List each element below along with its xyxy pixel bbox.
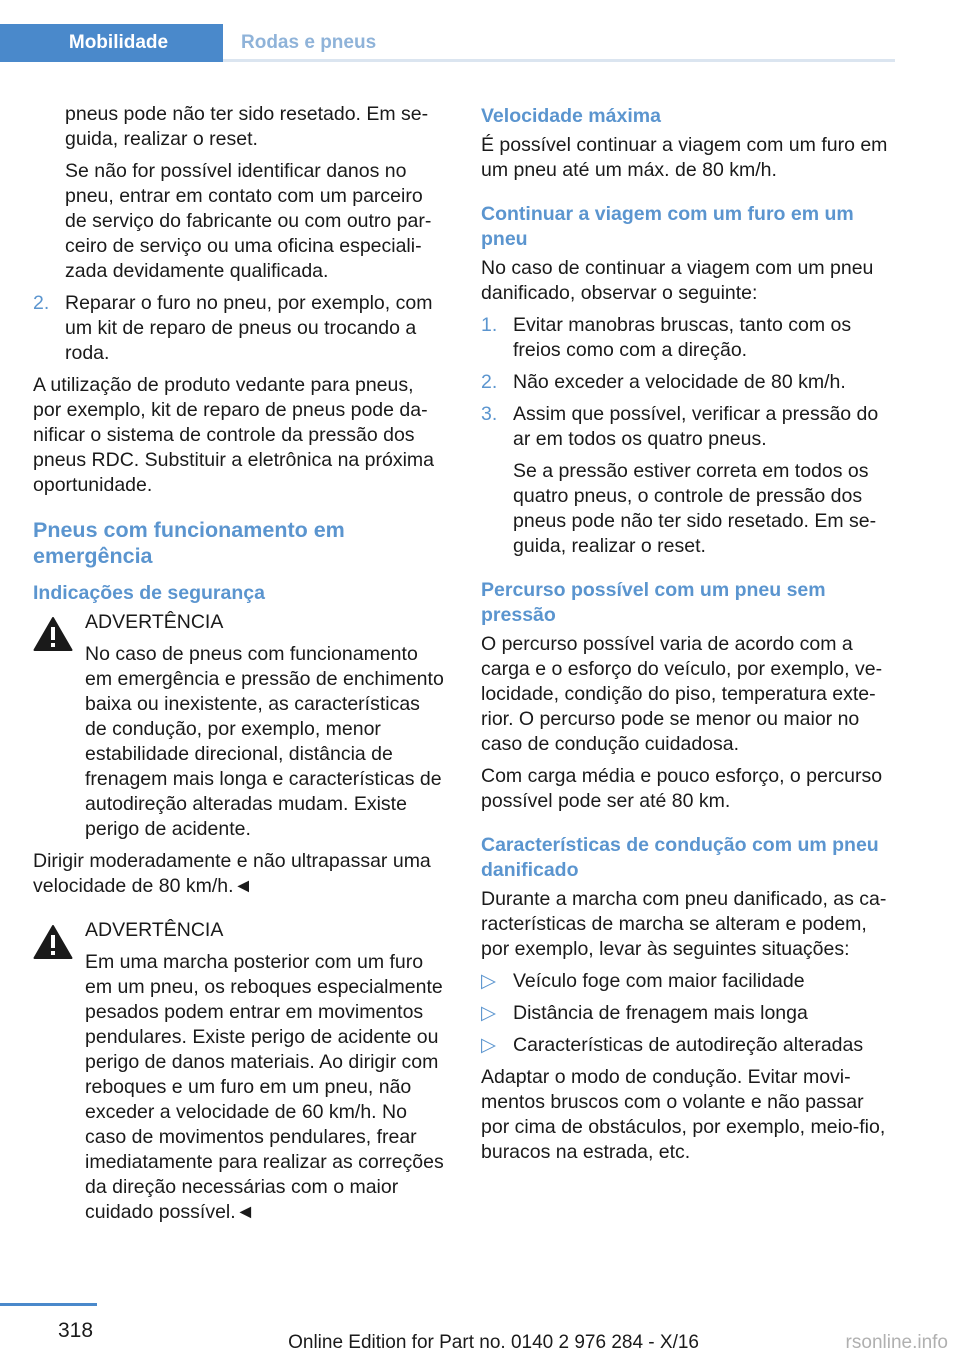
list-number: 1. [481, 314, 498, 336]
paragraph: Durante a marcha com pneu danificado, as características de marcha se alteram e podem, por exemplo, levar às seguintes situações: [481, 888, 887, 960]
warning-text: No caso de pneus com funcionamento em emergência e pressão de enchimento baixa ou inexistente, as características de condução, por exemplo, menor estabilidade direcional, distância de frenagem mais longa e características de autodireção alteradas mudam. Existe perigo de acidente. [85, 643, 444, 840]
section-tab-mobilidade[interactable]: Mobilidade [0, 24, 223, 62]
list-item-text: Assim que possível, verificar a pressão do ar em todos os quatro pneus. [513, 403, 879, 450]
bullet-triangle-icon: ▷ [481, 970, 496, 992]
left-column [33, 102, 445, 1232]
bullet-triangle-icon: ▷ [481, 1034, 496, 1056]
list-item [481, 969, 896, 994]
paragraph: Adaptar o modo de condução. Evitar movimentos bruscos com o volante e não passar por cima de obstáculos, por exemplo, meio-fio, buracos na estrada, etc. [481, 1066, 886, 1163]
page-number: 318 [58, 1319, 94, 1342]
paragraph: É possível continuar a viagem com um furo em um pneu até um máx. de 80 km/h. [481, 134, 888, 181]
warning-text: Dirigir moderadamente e não ultrapassar uma velocidade de 80 km/h.◄ [33, 850, 431, 897]
subsection-heading: Indicações de segurança [33, 582, 265, 604]
list-item [481, 370, 896, 395]
paragraph: A utilização de produto vedante para pneus, por exemplo, kit de reparo de pneus pode danificar o sistema de controle da pressão dos pneus RDC. Substituir a eletrônica na próxima oportunidade. [33, 374, 435, 496]
edition-note: Online Edition for Part no. 0140 2 976 284 - X/16 [288, 1332, 699, 1353]
list-item-text: Reparar o furo no pneu, por exemplo, com um kit de reparo de pneus ou trocando a roda. [65, 292, 433, 364]
warning-title: ADVERTÊNCIA [85, 611, 224, 633]
numbered-list [33, 291, 445, 366]
subsection-heading: Velocidade máxima [481, 105, 661, 127]
list-item-text: Não exceder a velocidade de 80 km/h. [513, 371, 846, 393]
section-heading: Pneus com funcionamento em emergência [33, 518, 345, 568]
footer-divider [0, 1303, 97, 1306]
list-number: 2. [33, 292, 50, 314]
warning-triangle-icon [33, 616, 73, 652]
warning-title: ADVERTÊNCIA [85, 919, 224, 941]
bullet-triangle-icon: ▷ [481, 1002, 496, 1024]
paragraph: Com carga média e pouco esforço, o percurso possível pode ser até 80 km. [481, 765, 883, 812]
bullet-list [481, 969, 896, 1058]
right-column [481, 102, 896, 1172]
subsection-heading: Características de condução com um pneu danificado [481, 834, 879, 881]
list-item-text: Características de autodireção alteradas [513, 1034, 864, 1056]
watermark: rsonline.info [845, 1332, 948, 1353]
list-continuation: Se não for possível identificar danos no pneu, entrar em contato com um parceiro de serviço do fabricante ou com outro parceiro de serviço ou uma oficina especializada devidamente qualificada. [65, 160, 432, 282]
list-number: 2. [481, 371, 498, 393]
list-item [481, 1001, 896, 1026]
section-tab-rodas-e-pneus[interactable]: Rodas e pneus [241, 32, 377, 53]
warning-text: Em uma marcha posterior com um furo em um pneu, os reboques especialmente pesados podem entrar em movimentos pendulares. Existe perigo de acidente ou perigo de danos materiais. Ao dirigir com reboques e um furo em um pneu, não exceder a velocidade de 60 km/h. No caso de movimentos pendulares, frear imediatamente para realizar as correções da direção necessárias com o maior cuidado possível.◄ [85, 951, 444, 1223]
list-continuation: pneus pode não ter sido resetado. Em seguida, realizar o reset. [65, 103, 429, 150]
list-number: 3. [481, 403, 498, 425]
paragraph: No caso de continuar a viagem com um pneu danificado, observar o seguinte: [481, 257, 874, 304]
page-header [0, 24, 895, 62]
numbered-list [481, 313, 896, 452]
subsection-heading: Continuar a viagem com um furo em um pneu [481, 203, 854, 250]
list-continuation: Se a pressão estiver correta em todos os quatro pneus, o controle de pressão dos pneus pode não ter sido resetado. Em seguida, realizar o reset. [513, 460, 877, 557]
list-item-text: Evitar manobras bruscas, tanto com os freios como com a direção. [513, 314, 852, 361]
list-item [481, 402, 896, 452]
warning-block [33, 610, 445, 899]
header-divider [223, 59, 895, 62]
list-item-text: Distância de frenagem mais longa [513, 1002, 808, 1024]
subsection-heading: Percurso possível com um pneu sem pressão [481, 579, 826, 626]
warning-block [33, 918, 445, 1225]
list-item-text: Veículo foge com maior facilidade [513, 970, 805, 992]
list-item [481, 313, 896, 363]
warning-triangle-icon [33, 924, 73, 960]
list-item [481, 1033, 896, 1058]
paragraph: O percurso possível varia de acordo com a carga e o esforço do veículo, por exemplo, velocidade, condição do piso, temperatura exterior. O percurso pode se menor ou maior no caso de condução cuidadosa. [481, 633, 883, 755]
list-item [33, 291, 445, 366]
